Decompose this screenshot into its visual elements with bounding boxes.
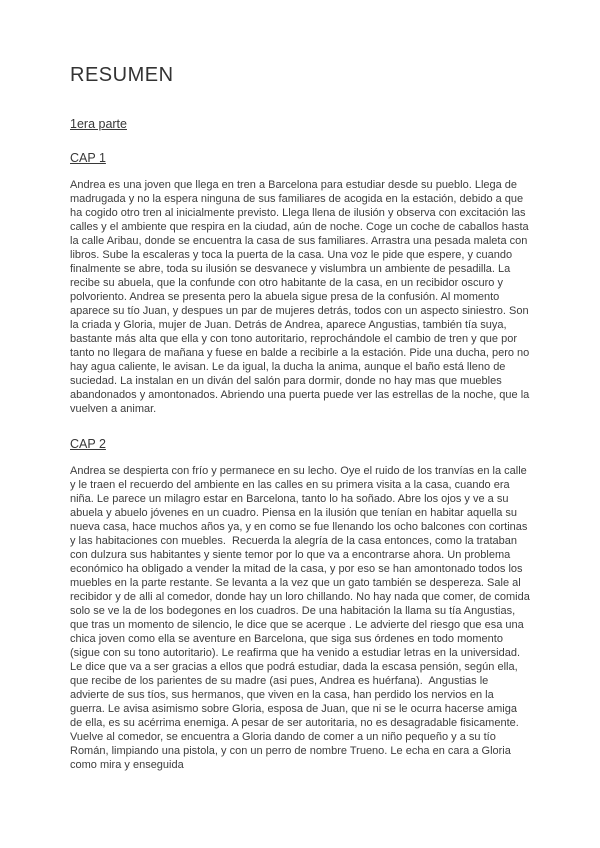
section-heading-cap-1: CAP 1 bbox=[70, 151, 106, 165]
chapter-1-summary-paragraph: Andrea es una joven que llega en tren a Barcelona para estudiar desde su pueblo. Llega de madrugada y no la espera ninguna de sus familiares de acogida en la estación, debido a que ha cogido otro tren al inicialmente previsto. Llega llena de ilusión y observa con excitación las calles y el ambiente que respira en la ciudad, aún de noche. Coge un coche de caballos hasta la calle Aribau, donde se encuentra la casa de sus familiares. Arrastra una pesada maleta con libros. Sube la escaleras y toca la puerta de la casa. Una voz le pide que espere, y cuando finalmente se abre, toda su ilusión se desvanece y vislumbra un ambiente de pesadilla. La recibe su abuela, que la confunde con otro habitante de la casa, en un recibidor oscuro y polvoriento. Andrea se presenta pero la abuela sigue presa de la confusión. Al momento aparece su tío Juan, y despues un par de mujeres detrás, todos con un aspecto siniestro. Son la criada y Gloria, mujer de Juan. Detrás de Andrea, aparece Angustias, también tía suya, bastante más alta que ella y con tono autoritario, reprochándole el cambio de tren y que por tanto no llegara de mañana y fuese en balde a recibirle a la estación. Pide una ducha, pero no hay agua caliente, le avisan. Le da igual, la ducha la anima, aunque el baño está lleno de suciedad. La instalan en un diván del salón para dormir, donde no hay mas que muebles abandonados y amontonados. Abriendo una puerta puede ver las estrellas de la noche, que la vuelven a animar. bbox=[70, 179, 533, 415]
section-heading-cap-2: CAP 2 bbox=[70, 437, 106, 451]
section-heading-part-1: 1era parte bbox=[70, 117, 127, 131]
document-title: RESUMEN bbox=[70, 64, 174, 86]
chapter-2-summary-paragraph: Andrea se despierta con frío y permanece en su lecho. Oye el ruido de los tranvías en la calle y le traen el recuerdo del ambiente en las calles en su primera visita a la casa, cuando era niña. Le parece un milagro estar en Barcelona, tanto lo ha soñado. Abre los ojos y ve a su abuela y abuelo jóvenes en un cuadro. Piensa en la ilusión que tenían en habitar aquella su nueva casa, hace muchos años ya, y en como se fue llenando los ocho balcones con cortinas y las habitaciones con muebles. Recuerda la alegría de la casa entonces, como la trataban con dulzura sus habitantes y siente temor por lo que va a encontrarse ahora. Un problema económico ha obligado a vender la mitad de la casa, y por eso se han amontonado todos los muebles en la parte restante. Se levanta a la vez que un gato también se despereza. Sale al recibidor y de alli al comedor, donde hay un loro chillando. No hay nada que comer, de comida solo se ve la de los bodegones en los cuadros. De una habitación la llama su tía Angustias, que tras un momento de silencio, le dice que se acerque . Le advierte del riesgo que esa una chica joven como ella se aventure en Barcelona, que siga sus órdenes en todo momento (sigue con su tono autoritario). Le reafirma que ha venido a estudiar letras en la universidad. Le dice que va a ser gracias a ellos que podrá estudiar, dada la escasa pensión, según ella, que recibe de los parientes de su madre (asi pues, Andrea es huérfana). Angustias le advierte de sus tíos, sus hermanos, que viven en la casa, han perdido los nervios en la guerra. Le avisa asimismo sobre Gloria, esposa de Juan, que ni se le ocurra hacerse amiga de ella, es su acérrima enemiga. A pesar de ser autoritaria, no es desagradable fisicamente. Vuelve al comedor, se encuentra a Gloria dando de comer a un niño pequeño y a su tío Román, limpiando una pistola, y con un perro de nombre Trueno. Le echa en cara a Gloria como mira y enseguida bbox=[70, 465, 533, 771]
